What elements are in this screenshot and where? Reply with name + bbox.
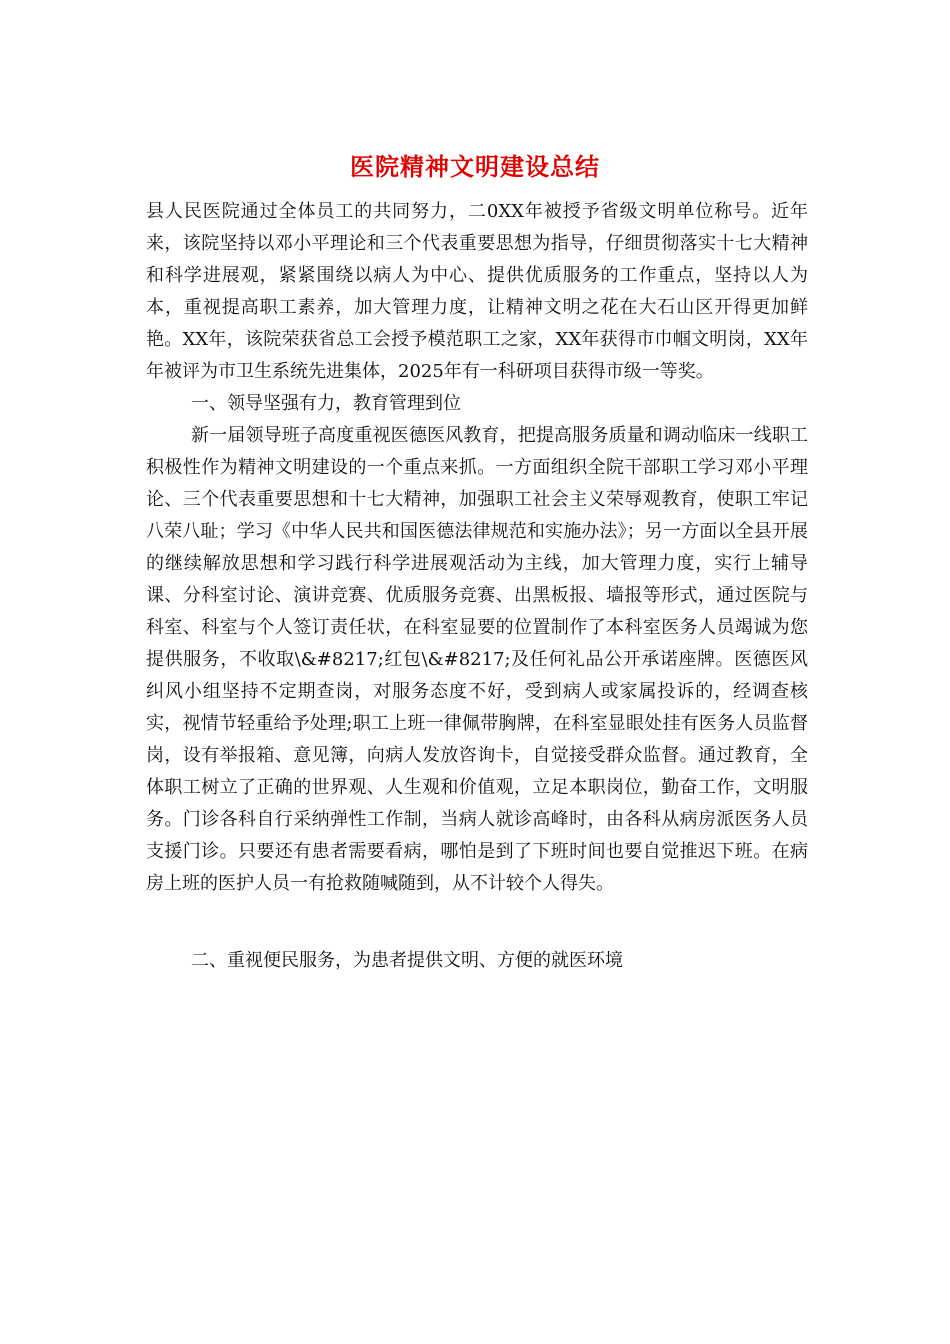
document-title: 医院精神文明建设总结 (350, 152, 600, 181)
document-body (146, 196, 808, 977)
intro-paragraph: 县人民医院通过全体员工的共同努力，二0XX年被授予省级文明单位称号。近年来，该院坚持以邓小平理论和三个代表重要思想为指导，仔细贯彻落实十七大精神和科学进展观，紧紧围绕以病人为中心、提供优质服务的工作重点，坚持以人为本，重视提高职工素养，加大管理力度，让精神文明之花在大石山区开得更加鲜艳。XX年，该院荣获省总工会授予模范职工之家，XX年获得市巾帼文明岗，XX年年被评为市卫生系统先进集体，2025年有一科研项目获得市级一等奖。 (146, 201, 808, 382)
section-heading-2: 二、重视便民服务，为患者提供文明、方便的就医环境 (191, 950, 623, 971)
section-heading-1: 一、领导坚强有力，教育管理到位 (191, 393, 461, 414)
paragraph-spacer (146, 900, 808, 945)
section-1-paragraph: 新一届领导班子高度重视医德医风教育，把提高服务质量和调动临床一线职工积极性作为精神文明建设的一个重点来抓。一方面组织全院干部职工学习邓小平理论、三个代表重要思想和十七大精神，加强职工社会主义荣辱观教育，使职工牢记八荣八耻；学习《中华人民共和国医德法律规范和实施办法》；另一方面以全县开展的继续解放思想和学习践行科学进展观活动为主线，加大管理力度，实行上辅导课、分科室讨论、演讲竞赛、优质服务竞赛、出黑板报、墙报等形式，通过医院与科室、科室与个人签订责任状，在科室显要的位置制作了本科室医务人员竭诚为您提供服务，不收取\&#8217;红包\&#8217;及任何礼品公开承诺座牌。医德医风纠风小组坚持不定期查岗，对服务态度不好，受到病人或家属投诉的，经调查核实，视情节轻重给予处理;职工上班一律佩带胸牌，在科室显眼处挂有医务人员监督岗，设有举报箱、意见簿，向病人发放咨询卡，自觉接受群众监督。通过教育，全体职工树立了正确的世界观、人生观和价值观，立足本职岗位，勤奋工作，文明服务。门诊各科自行采纳弹性工作制，当病人就诊高峰时，由各科从病房派医务人员支援门诊。只要还有患者需要看病，哪怕是到了下班时间也要自觉推迟下班。在病房上班的医护人员一有抢救随喊随到，从不计较个人得失。 (146, 425, 808, 894)
